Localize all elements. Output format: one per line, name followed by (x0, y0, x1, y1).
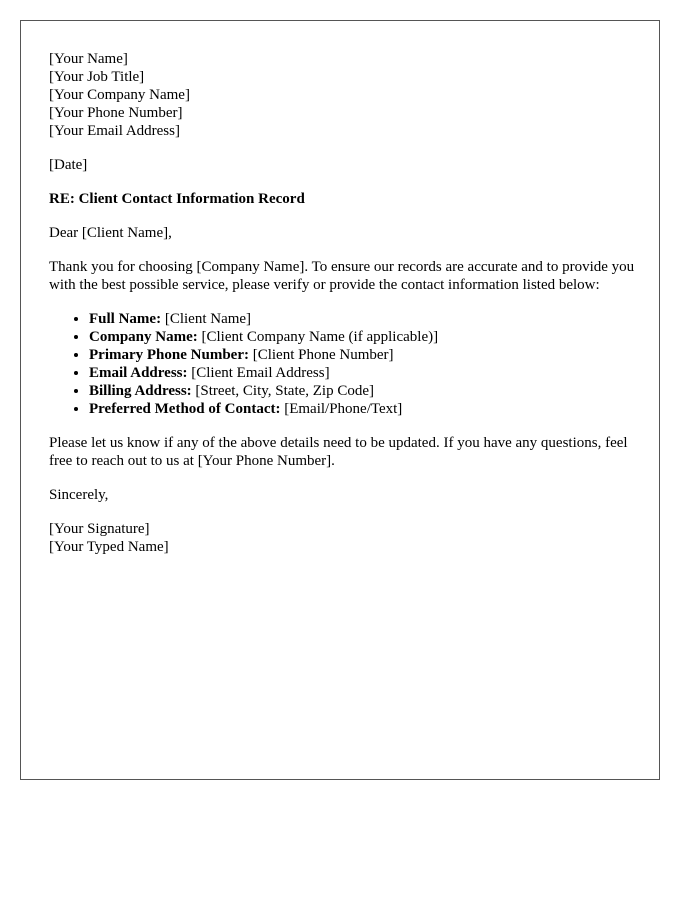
field-value: [Client Email Address] (191, 365, 330, 381)
list-item (89, 310, 639, 328)
field-label: Preferred Method of Contact: (89, 401, 281, 417)
salutation: Dear [Client Name], (49, 225, 172, 241)
sender-phone: [Your Phone Number] (49, 105, 183, 121)
letter-page (20, 20, 660, 780)
letter-content (49, 50, 639, 572)
field-value: [Client Company Name (if applicable)] (201, 329, 439, 345)
field-value: [Email/Phone/Text] (284, 401, 403, 417)
list-item (89, 400, 639, 418)
field-label: Email Address: (89, 365, 188, 381)
typed-name: [Your Typed Name] (49, 539, 169, 555)
contact-fields-list (49, 310, 639, 418)
closing-paragraph: Please let us know if any of the above details need to be updated. If you have any questions, feel free to reach out to us at [Your Phone Number]. (49, 435, 628, 469)
field-value: [Street, City, State, Zip Code] (195, 383, 375, 399)
field-label: Billing Address: (89, 383, 192, 399)
sender-name: [Your Name] (49, 51, 128, 67)
list-item (89, 328, 639, 346)
intro-paragraph: Thank you for choosing [Company Name]. To ensure our records are accurate and to provide you with the best possible service, please verify or provide the contact information listed below: (49, 259, 635, 293)
sender-block (49, 50, 639, 140)
field-value: [Client Name] (164, 311, 252, 327)
sender-company: [Your Company Name] (49, 87, 190, 103)
letter-date: [Date] (49, 157, 88, 173)
list-item (89, 364, 639, 382)
list-item (89, 346, 639, 364)
closing: Sincerely, (49, 487, 109, 503)
sender-job-title: [Your Job Title] (49, 69, 145, 85)
sender-email: [Your Email Address] (49, 123, 180, 139)
list-item (89, 382, 639, 400)
field-label: Full Name: (89, 311, 162, 327)
field-label: Primary Phone Number: (89, 347, 249, 363)
field-value: [Client Phone Number] (252, 347, 394, 363)
signature: [Your Signature] (49, 521, 150, 537)
signature-block (49, 520, 639, 556)
field-label: Company Name: (89, 329, 198, 345)
letter-subject: RE: Client Contact Information Record (49, 191, 305, 207)
